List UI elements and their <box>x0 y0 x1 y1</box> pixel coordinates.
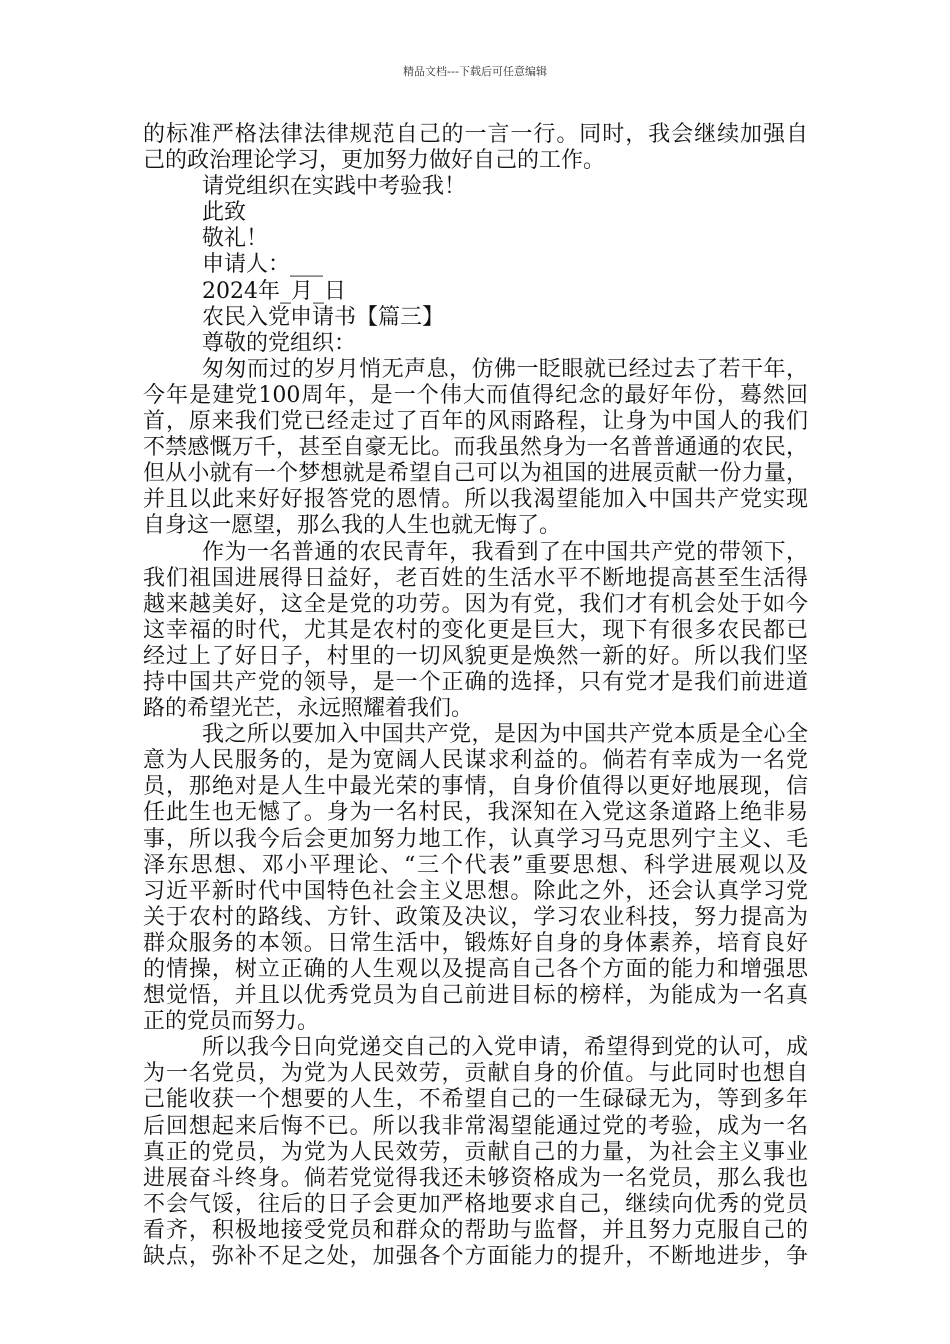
text-line: 我之所以要加入中国共产党，是因为中国共产党本质是全心全 <box>202 722 808 748</box>
text-line: 但从小就有一个梦想就是希望自己可以为祖国的进展贡献一份力量， <box>143 461 808 487</box>
text-line: 不禁感慨万千，甚至自豪无比。而我虽然身为一名普普通通的农民， <box>143 435 808 461</box>
text-line: 敬礼！ <box>202 226 269 252</box>
text-line: 经过上了好日子，村里的一切风貌更是焕然一新的好。所以我们坚 <box>143 643 808 669</box>
text-line: 想觉悟，并且以优秀党员为自己前进目标的榜样，为能成为一名真 <box>143 983 808 1009</box>
text-line: 我们祖国进展得日益好，老百姓的生活水平不断地提高甚至生活得 <box>143 565 808 591</box>
text-line: 意为人民服务的，是为宽阔人民谋求利益的。倘若有幸成为一名党 <box>143 748 808 774</box>
text-line: 缺点，弥补不足之处，加强各个方面能力的提升，不断地进步，争 <box>143 1244 808 1270</box>
text-line: 事，所以我今后会更加努力地工作，认真学习马克思列宁主义、毛 <box>143 826 808 852</box>
text-line: 为一名党员，为党为人民效劳，贡献自身的价值。与此同时也想自 <box>143 1061 808 1087</box>
text-line: 所以我今日向党递交自己的入党申请，希望得到党的认可，成 <box>202 1035 808 1061</box>
text-line: 员，那绝对是人生中最光荣的事情，自身价值得以更好地展现，信 <box>143 774 808 800</box>
text-line: 关于农村的路线、方针、政策及决议，学习农业科技，努力提高为 <box>143 904 808 930</box>
text-line: 此致 <box>202 200 247 226</box>
text-line: 后回想起来后悔不已。所以我非常渴望能通过党的考验，成为一名 <box>143 1113 808 1139</box>
text-line: 正的党员而努力。 <box>143 1009 320 1035</box>
text-line: 申请人：___ <box>202 252 324 278</box>
text-line: 持中国共产党的领导，是一个正确的选择，只有党才是我们前进道 <box>143 669 808 695</box>
text-line: 匆匆而过的岁月悄无声息，仿佛一眨眼就已经过去了若干年， <box>202 356 808 382</box>
text-line: 的标准严格法律法律规范自己的一言一行。同时，我会继续加强自 <box>143 122 808 147</box>
text-line: 不会气馁，往后的日子会更加严格地要求自己，继续向优秀的党员 <box>143 1191 808 1217</box>
text-line: 任此生也无憾了。身为一名村民，我深知在入党这条道路上绝非易 <box>143 800 808 826</box>
text-line: 农民入党申请书【篇三】 <box>202 304 445 330</box>
text-line: 群众服务的本领。日常生活中，锻炼好自身的身体素养，培育良好 <box>143 930 808 956</box>
text-line: 今年是建党100周年，是一个伟大而值得纪念的最好年份，蓦然回 <box>143 382 808 408</box>
text-line: 路的希望光芒，永远照耀着我们。 <box>143 696 474 722</box>
text-line: 首，原来我们党已经走过了百年的风雨路程，让身为中国人的我们 <box>143 409 808 435</box>
text-line: 并且以此来好好报答党的恩情。所以我渴望能加入中国共产党实现 <box>143 487 808 513</box>
text-line: 看齐，积极地接受党员和群众的帮助与监督，并且努力克服自己的 <box>143 1217 808 1243</box>
text-line: 进展奋斗终身。倘若党觉得我还未够资格成为一名党员，那么我也 <box>143 1165 808 1191</box>
text-line: 请党组织在实践中考验我！ <box>202 174 467 200</box>
text-line: 己的政治理论学习，更加努力做好自己的工作。 <box>143 148 606 174</box>
text-line: 自身这一愿望，那么我的人生也就无悔了。 <box>143 513 562 539</box>
text-line: 习近平新时代中国特色社会主义思想。除此之外，还会认真学习党 <box>143 878 808 904</box>
text-line: 越来越美好，这全是党的功劳。因为有党，我们才有机会处于如今 <box>143 591 808 617</box>
text-line: 的情操，树立正确的人生观以及提高自己各个方面的能力和增强思 <box>143 957 808 982</box>
text-line: 尊敬的党组织： <box>202 330 357 356</box>
text-line: 作为一名普通的农民青年，我看到了在中国共产党的带领下， <box>202 539 808 565</box>
text-line: 泽东思想、邓小平理论、“三个代表”重要思想、科学进展观以及 <box>143 852 808 878</box>
text-line: 己能收获一个想要的人生，不希望自己的一生碌碌无为，等到多年 <box>143 1087 808 1113</box>
text-line: 2024年_月_日 <box>202 278 346 304</box>
document-body <box>143 122 808 1270</box>
text-line: 真正的党员，为党为人民效劳，贡献自己的力量，为社会主义事业 <box>143 1139 808 1165</box>
text-line: 这幸福的时代，尤其是农村的变化更是巨大，现下有很多农民都已 <box>143 617 808 643</box>
page-header: 精品文档---下载后可任意编辑 <box>403 65 547 78</box>
